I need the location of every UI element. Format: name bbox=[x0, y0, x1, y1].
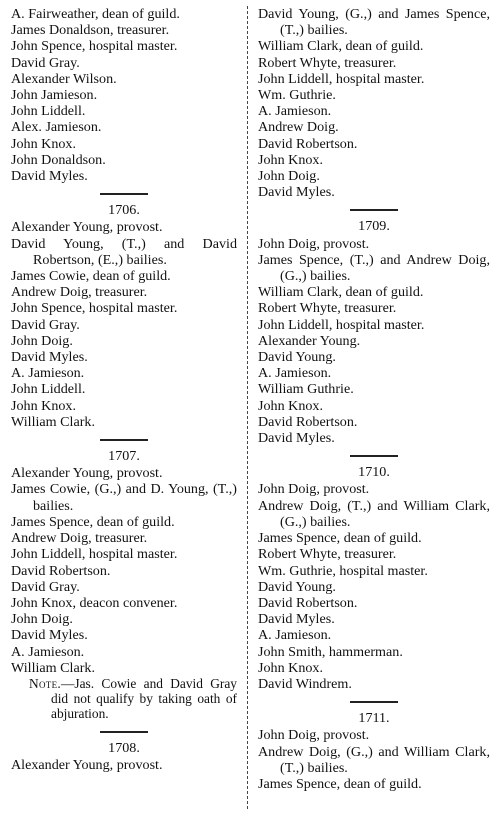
year-1706-list bbox=[11, 219, 237, 430]
list-item: David Myles. bbox=[258, 184, 335, 201]
list-item: John Spence, hospital master. bbox=[11, 300, 178, 317]
list-item: David Young. bbox=[258, 349, 336, 366]
list-item: A. Jamieson. bbox=[258, 627, 332, 644]
list-item: David Windrem. bbox=[258, 675, 352, 692]
list-item: John Knox. bbox=[11, 397, 76, 414]
list-item: John Knox. bbox=[11, 135, 76, 152]
list-item: Robert Whyte, treasurer. bbox=[258, 546, 397, 563]
list-item: David Gray. bbox=[11, 316, 80, 333]
list-item: A. Jamieson. bbox=[258, 365, 332, 382]
list-item: James Cowie, (G.,) and D. Young, (T.,) bailies. bbox=[11, 481, 237, 514]
list-item: Andrew Doig, treasurer. bbox=[11, 530, 148, 547]
list-item: David Young, (G.,) and James Spence, (T.,) bailies. bbox=[258, 6, 490, 39]
list-item: David Robertson. bbox=[258, 135, 358, 152]
list-item: John Liddell, hospital master. bbox=[11, 546, 178, 563]
year-heading-1708: 1708. bbox=[108, 739, 140, 756]
list-item: David Myles. bbox=[11, 168, 88, 185]
year-heading-1709: 1709. bbox=[358, 218, 390, 235]
right-column bbox=[258, 6, 490, 792]
list-item: David Robertson. bbox=[11, 562, 111, 579]
list-item: David Gray. bbox=[11, 54, 80, 71]
list-item: John Doig. bbox=[11, 611, 73, 628]
section-rule bbox=[100, 731, 148, 733]
list-item: John Doig, provost. bbox=[258, 235, 370, 252]
list-item: Andrew Doig, (T.,) and William Clark, (G.,) bailies. bbox=[258, 497, 490, 530]
list-item: William Clark, dean of guild. bbox=[258, 38, 424, 55]
list-item: John Knox. bbox=[258, 151, 323, 168]
list-item: Alexander Young. bbox=[258, 332, 361, 349]
list-item: William Guthrie. bbox=[258, 381, 354, 398]
list-item: John Liddell, hospital master. bbox=[258, 70, 425, 87]
year-1707-list bbox=[11, 465, 237, 676]
list-item: John Donaldson. bbox=[11, 151, 106, 168]
list-item: David Young. bbox=[258, 578, 336, 595]
note-text: —Jas. Cowie and David Gray did not qualify by taking oath of abjuration. bbox=[51, 675, 237, 722]
list-item: James Spence, (T.,) and Andrew Doig, (G.,) bailies. bbox=[258, 251, 490, 285]
list-item: John Knox, deacon convener. bbox=[11, 594, 178, 611]
list-item: James Spence, dean of guild. bbox=[258, 530, 422, 547]
column-divider bbox=[247, 6, 248, 809]
list-item: John Doig. bbox=[258, 168, 320, 185]
left-top-list bbox=[11, 6, 237, 184]
section-rule bbox=[100, 193, 148, 195]
list-item: David Robertson. bbox=[258, 594, 358, 611]
list-item: John Doig. bbox=[11, 332, 73, 349]
list-item: Robert Whyte, treasurer. bbox=[258, 300, 397, 317]
list-item: James Donaldson, treasurer. bbox=[11, 22, 170, 39]
list-item: Andrew Doig. bbox=[258, 119, 339, 136]
list-item: Wm. Guthrie, hospital master. bbox=[258, 562, 428, 579]
list-item: John Liddell. bbox=[11, 103, 86, 120]
list-item: Andrew Doig, (G.,) and William Clark, (T.,) bailies. bbox=[258, 743, 490, 776]
note-label: Note. bbox=[29, 675, 62, 691]
list-item: David Gray. bbox=[11, 578, 80, 595]
list-item: A. Jamieson. bbox=[258, 103, 332, 120]
list-item: James Cowie, dean of guild. bbox=[11, 268, 171, 285]
year-heading-1706: 1706. bbox=[108, 202, 140, 219]
list-item: Andrew Doig, treasurer. bbox=[11, 284, 148, 301]
footnote bbox=[11, 676, 237, 722]
list-item: John Spence, hospital master. bbox=[11, 38, 178, 55]
list-item: John Doig, provost. bbox=[258, 481, 370, 498]
left-column bbox=[11, 6, 237, 773]
section-rule bbox=[100, 439, 148, 441]
list-item: Alex. Jamieson. bbox=[11, 119, 102, 136]
section-rule bbox=[350, 455, 398, 457]
year-1710-list bbox=[258, 481, 490, 692]
list-item: James Spence, dean of guild. bbox=[258, 775, 422, 792]
list-item: A. Jamieson. bbox=[11, 365, 85, 382]
list-item: Alexander Young, provost. bbox=[11, 756, 163, 773]
list-item: John Knox. bbox=[258, 397, 323, 414]
list-item: John Liddell. bbox=[11, 381, 86, 398]
year-1711-list bbox=[258, 727, 490, 792]
list-item: Alexander Young, provost. bbox=[11, 465, 163, 482]
list-item: David Myles. bbox=[11, 627, 88, 644]
list-item: David Myles. bbox=[11, 349, 88, 366]
list-item: John Knox. bbox=[258, 659, 323, 676]
list-item: John Smith, hammerman. bbox=[258, 643, 403, 660]
section-rule bbox=[350, 209, 398, 211]
year-1708-list bbox=[11, 757, 237, 773]
section-rule bbox=[350, 701, 398, 703]
list-item: David Young, (T.,) and David Robertson, (E.,) bailies. bbox=[11, 235, 237, 268]
list-item: Alexander Wilson. bbox=[11, 70, 117, 87]
list-item: William Clark. bbox=[11, 413, 95, 430]
list-item: John Jamieson. bbox=[11, 87, 98, 104]
list-item: Wm. Guthrie. bbox=[258, 87, 336, 104]
right-top-list bbox=[258, 6, 490, 200]
list-item: David Myles. bbox=[258, 430, 335, 447]
year-1709-list bbox=[258, 236, 490, 447]
list-item: David Myles. bbox=[258, 611, 335, 628]
list-item: John Liddell, hospital master. bbox=[258, 316, 425, 333]
list-item: David Robertson. bbox=[258, 413, 358, 430]
list-item: A. Jamieson. bbox=[11, 643, 85, 660]
list-item: Alexander Young, provost. bbox=[11, 219, 163, 236]
year-heading-1710: 1710. bbox=[358, 464, 390, 481]
list-item: A. Fairweather, dean of guild. bbox=[11, 6, 180, 22]
year-heading-1707: 1707. bbox=[108, 448, 140, 465]
list-item: Robert Whyte, treasurer. bbox=[258, 54, 397, 71]
list-item: John Doig, provost. bbox=[258, 727, 370, 744]
year-heading-1711: 1711. bbox=[358, 710, 390, 727]
list-item: William Clark, dean of guild. bbox=[258, 284, 424, 301]
list-item: James Spence, dean of guild. bbox=[11, 513, 175, 530]
list-item: William Clark. bbox=[11, 659, 95, 676]
